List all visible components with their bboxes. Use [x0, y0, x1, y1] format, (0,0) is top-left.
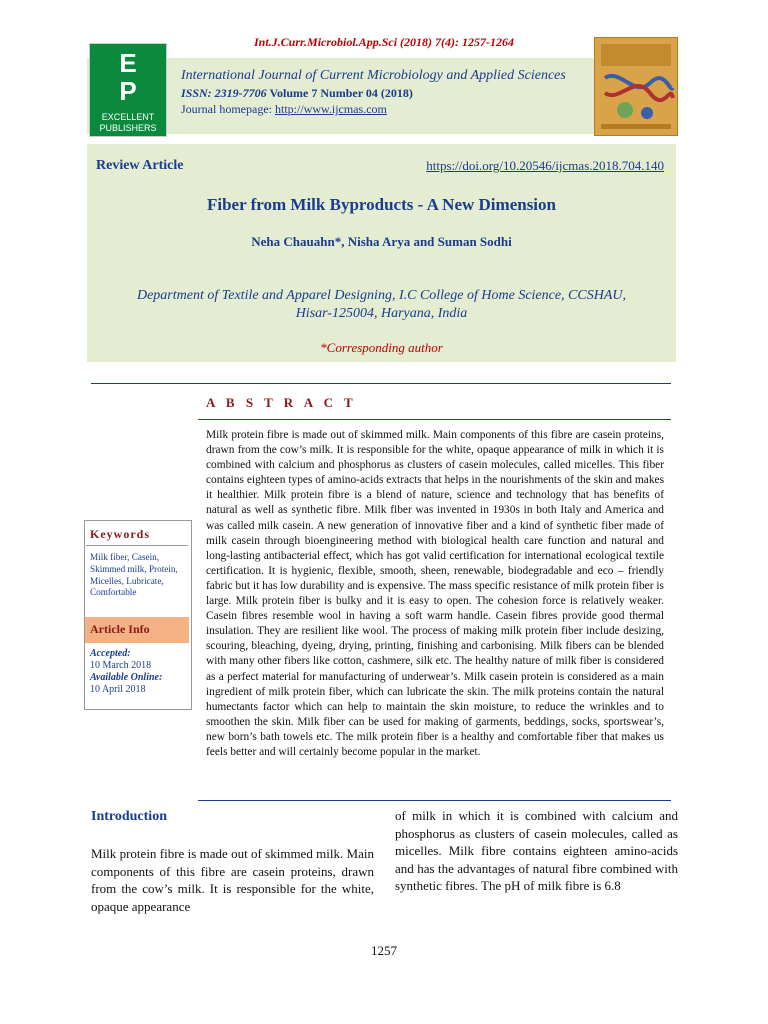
journal-name: International Journal of Current Microbiology and Applied Sciences: [181, 68, 566, 83]
online-label: Available Online:: [90, 672, 163, 683]
logo-letter-e: E: [119, 48, 137, 78]
accepted-label: Accepted:: [90, 648, 131, 659]
corresponding-author-note: *Corresponding author: [320, 340, 443, 355]
journal-cover-image: [594, 37, 678, 136]
title-block: [87, 144, 676, 362]
divider: [86, 545, 188, 546]
logo-text-excellent: EXCELLENT: [101, 112, 155, 122]
divider: [91, 383, 671, 384]
logo-letter-p: P: [119, 76, 137, 106]
introduction-heading: Introduction: [91, 809, 167, 824]
online-date: 10 April 2018: [90, 684, 146, 695]
accepted-date: 10 March 2018: [90, 660, 152, 671]
article-info-heading: Article Info: [90, 622, 150, 636]
article-dates: [90, 648, 186, 696]
keywords-heading: Keywords: [90, 527, 150, 541]
doi-link[interactable]: https://doi.org/10.20546/ijcmas.2018.704.140: [426, 158, 664, 173]
volume: Volume 7 Number 04 (2018): [269, 86, 413, 100]
affiliation: [87, 287, 676, 323]
issn: ISSN: 2319-7706: [181, 86, 267, 100]
dna-helix-icon: [595, 38, 677, 135]
page-number: 1257: [371, 943, 397, 958]
homepage-label: Journal homepage:: [181, 102, 272, 116]
divider: [198, 419, 671, 420]
abstract-text: Milk protein fibre is made out of skimmed milk. Main components of this fibre are casein proteins, drawn from the cow’s milk. It is responsible for the white, opaque appearance of milk in which it is combined with calcium and phosphorus as clusters of casein molecules, called micelles. This fiber contains eighteen types of amino-acids extracts that helps in the nourishments of the skin and makes it healthier. Milk protein fibre is a blend of nature, science and technology that has benefits of natural as well as synthetic fibre. Milk fiber was invented in 1930s in both Italy and America and was called milk casein. A new generation of innovative fiber and a kind of synthetic fiber made of milk casein through bioengineering method with biological health care function and natural and long-lasting antibacterial effect, which has got valid certification for international ecological textile certification. It is hygienic, flexible, smooth, sheen, renewable, biodegradable and eco – friendly fabric but it has low durability and is expensive. The mass specific resistance of milk protein fiber is large. Milk protein fiber is bulky and it is easy to open. The cohesion force is relatively weaker. Casein fibres resemble wool in having a soft warm handle. Casein fibres provide good thermal insulation. They are resilient like wool. The process of making milk protein fiber include desizing, scouring, bleaching, dyeing, drying, printing, finishing and carbonising. Milk fibers can be blended with many other fibers like cotton, cashmere, silk etc. The healthy nature of milk fiber is considered as a perfect material for manufacturing of underwear’s. Milk casein protein is considered as a main ingredient of milk protein fiber, which can lubricate the skin. The milk proteins contain the natural humectants factor which can help to maintain the skin moisture, to reduce the wrinkles and to smoothen the skin. Milk fiber can be used for making of garments, beddings, socks, sportswear’s, new born’s bath towels etc. The milk protein fiber is a healthy and comfortable fiber that makes us feels better and will certainly become popular in the market.: [206, 429, 664, 758]
affiliation-line-2: Hisar-125004, Haryana, India: [295, 306, 468, 321]
abstract-heading: A B S T R A C T: [206, 395, 357, 410]
paper-title: Fiber from Milk Byproducts - A New Dimension: [207, 195, 556, 214]
body-right-column: of milk in which it is combined with calcium and phosphorus as clusters of casein molecules, called as micelles. Milk fibre contains eighteen amino-acids and has the advantages of natural fibre combined with synthetic fibres. The pH of milk fibre is 6.8: [395, 808, 678, 894]
logo-text-publishers: PUBLISHERS: [99, 123, 157, 133]
divider: [198, 800, 671, 801]
homepage-link[interactable]: http://www.ijcmas.com: [274, 102, 387, 116]
authors: Neha Chauahn*, Nisha Arya and Suman Sodhi: [251, 234, 512, 249]
issn-volume: [181, 86, 413, 101]
journal-homepage: [181, 102, 387, 117]
article-type: Review Article: [96, 158, 184, 173]
journal-citation: Int.J.Curr.Microbiol.App.Sci (2018) 7(4): 1257-1264: [253, 35, 514, 49]
affiliation-line-1: Department of Textile and Apparel Designing, I.C College of Home Science, CCSHAU,: [136, 288, 627, 303]
body-left-column: Milk protein fibre is made out of skimmed milk. Main components of this fibre are casein proteins, drawn from the cow’s milk. It is responsible for the white, opaque appearance: [91, 846, 374, 914]
keywords-list: Milk fiber, Casein, Skimmed milk, Protein, Micelles, Lubricate, Comfortable: [90, 552, 178, 598]
publisher-logo: [89, 43, 167, 137]
